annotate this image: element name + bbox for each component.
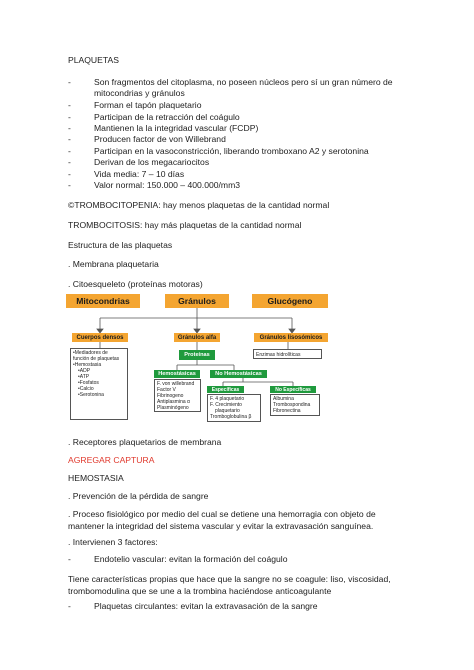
no-hemostasicas-box: No Hemostásicas [210,370,267,378]
intervienen-item: . Intervienen 3 factores: [68,537,158,547]
citoesqueleto-item: . Citoesqueleto (proteínas motoras) [68,279,203,289]
prevencion-item: . Prevención de la pérdida de sangre [68,491,209,501]
trombocitosis-text: TROMBOCITOSIS: hay más plaquetas de la cantidad normal [68,220,302,230]
no-especificas-box: No Específicas [270,386,316,393]
especificas-box: Específicas [207,386,244,393]
proteinas-box: Proteínas [179,350,215,360]
platelet-structure-diagram [66,292,328,424]
cuerpos-densos-list: •Mediadores de función de plaquetas •Hemostasia •ADP •ATP •Fosfatos •Calcio •Serotonina [70,348,128,420]
mitocondrias-box: Mitocondrias [66,294,140,308]
estructura-heading: Estructura de las plaquetas [68,240,173,250]
granulos-lisosomicos-box: Gránulos lisosómicos [254,333,328,342]
granulos-alfa-box: Gránulos alfa [174,333,220,342]
agregar-captura-note: AGREGAR CAPTURA [68,455,155,465]
membrana-item: . Membrana plaquetaria [68,259,159,269]
granulos-box: Gránulos [165,294,229,308]
hemostasicas-box: Hemostásicas [154,370,200,378]
page-title: PLAQUETAS [68,55,119,65]
proceso-paragraph: . Proceso fisiológico por medio del cual se detiene una hemorragia con objeto de mantener la integridad del sistema vascular y evitar la extravasación sanguínea. [68,509,376,531]
receptores-item: . Receptores plaquetarios de membrana [68,437,222,447]
no-especificas-list: Albumina Trombospondina Fibronectina [270,394,320,416]
enzimas-box: Enzimas hidrolíticas [253,349,322,359]
cuerpos-densos-box: Cuerpos densos [72,333,128,342]
hemostasia-heading: HEMOSTASIA [68,473,124,483]
trombocitopenia-text: ©TROMBOCITOPENIA: hay menos plaquetas de la cantidad normal [68,200,330,210]
glucogeno-box: Glucógeno [252,294,328,308]
hemostasicas-list: F. von willebrand Factor V Fibrinogeno Antiplasmina α Plasminógeno [154,379,201,412]
caracteristicas-paragraph: Tiene características propias que hace que la sangre no se coagule: liso, viscosidad, trombomodulina que se une a la trombina haciéndose anticoagulante [68,574,391,596]
especificas-list: F. 4 plaquetario F. Crecimiento plaquetario Tromboglobulina β [207,394,261,422]
